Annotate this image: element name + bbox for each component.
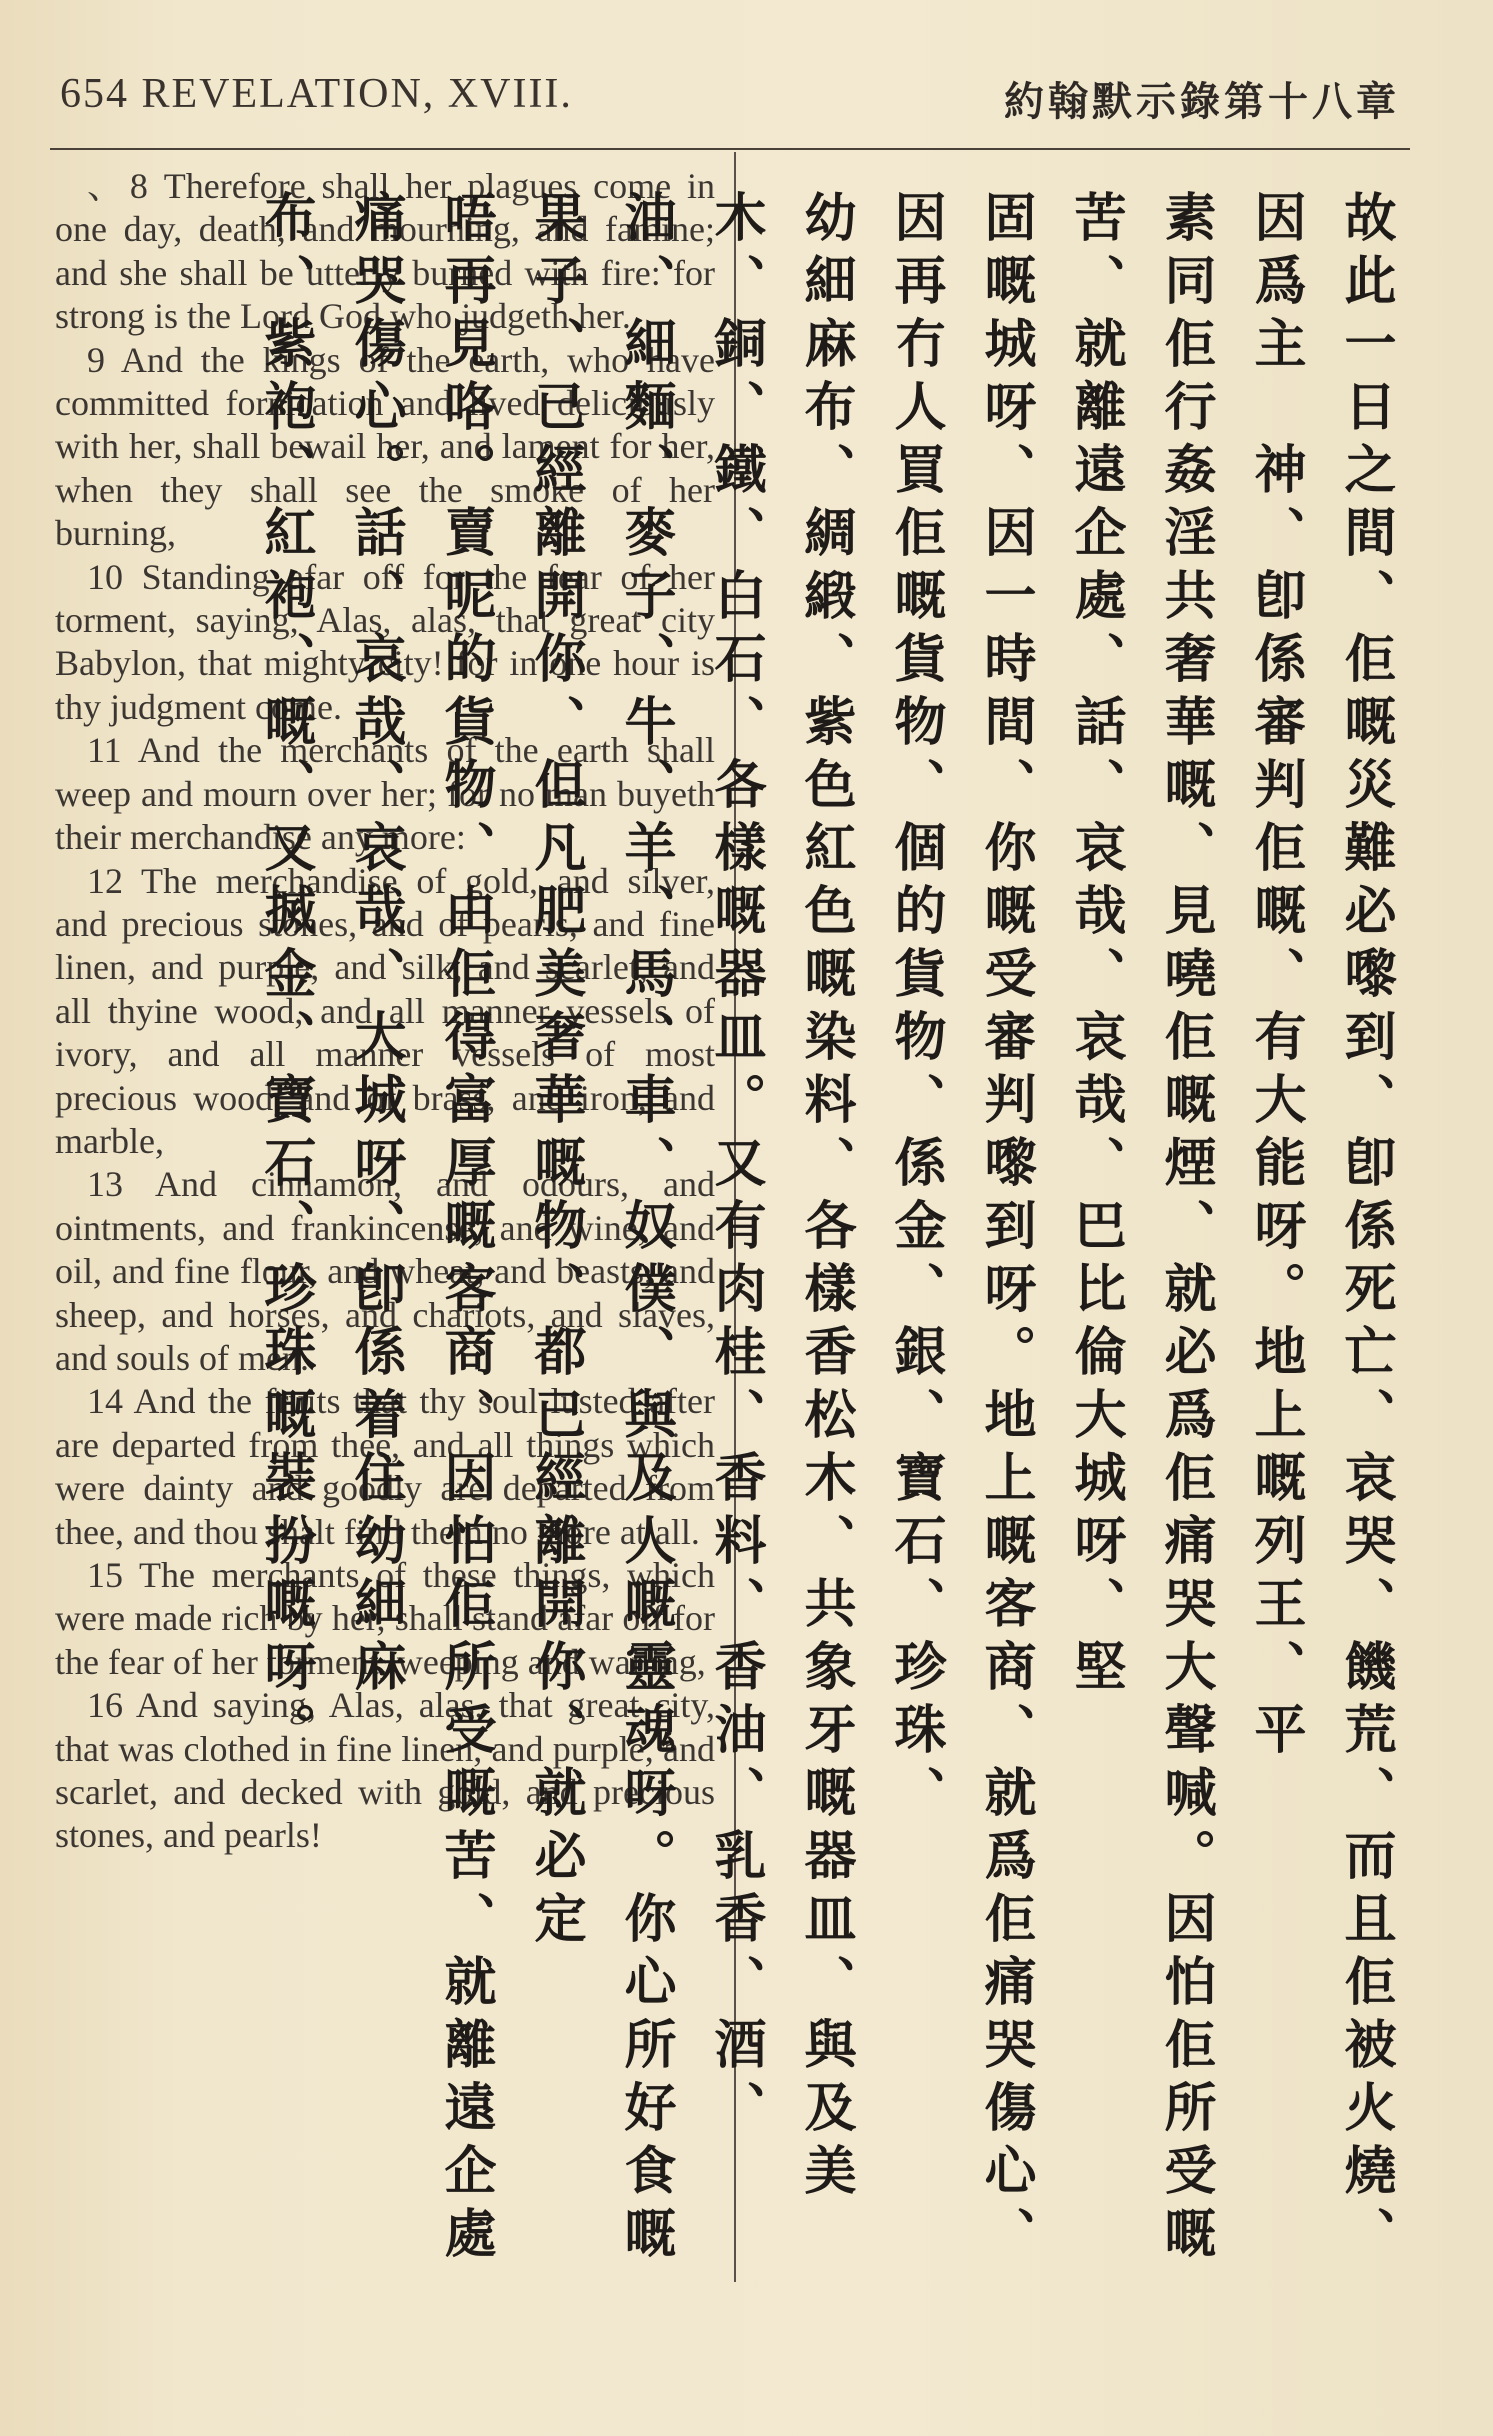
verse-15: 15 The merchants of these things, which were made rich by her, shall stand afar off for the fear of her torment, weeping and wailing, <box>55 1555 715 1682</box>
chinese-line-4: 幼細麻布、綢緞、紫色紅色嘅染料、各樣香松木、共象牙嘅器皿、與及美木、銅、鐵、白石、各樣嘅器皿。又有肉桂、香料、香油、乳香、酒、 <box>705 190 855 2206</box>
chinese-line-2: 素同佢行姦淫共奢華嘅、見嘵佢嘅煙、就必爲佢痛哭大聲喊。因怕佢所受嘅苦、就離遠企處、話、哀哉、哀哉、巴比倫大城呀、堅 <box>1065 190 1215 2269</box>
chinese-line-7: 布、紫袍、紅袍、嘅、又搣金、寶石、珍珠嘅裝扮嘅呀。 <box>255 190 315 1765</box>
header-rule <box>50 148 1410 150</box>
verse-13: 13 And cinnamon, and odours, and ointments, and frankincense, and wine, and oil, and fine flour, and wheat, and beasts, and sheep, and horses, and chariots, and slaves, and souls of men. <box>55 1164 715 1378</box>
verse-12: 12 The merchandise of gold, and silver, and precious stones, and of pearls, and fine linen, and purple, and silk, and scarlet, and all thyine wood, and all manner vessels of ivory, and all manner vessels of most precious wood, and of brass, and iron, and marble, <box>55 860 715 1161</box>
verse-9: 9 And the kings of the earth, who have committed fornication and lived deliciously with her, shall bewail her, and lament for her, when they shall see the smoke of her burning, <box>55 339 715 554</box>
verse-8: 、8 Therefore shall her plagues come in one day, death, and mourning, and famine; and she shall be utterly burned with fire: for strong is the Lord God who judgeth her. <box>55 166 715 337</box>
chinese-line-3: 固嘅城呀、因一時間、你嘅受審判嚟到呀。地上嘅客商、就爲佢痛哭傷心、因再冇人買佢嘅貨物、個的貨物、係金、銀、寶石、珍珠、 <box>885 190 1035 2269</box>
chinese-line-5: 油、細麵、麥子、牛、羊、馬、車、奴僕、與及人嘅靈魂呀。你心所好食嘅果子、已經離開你、但凡肥美奢華嘅物、都已經離開你、就必定 <box>525 190 675 2269</box>
running-head-english: 654 REVELATION, XVIII. <box>60 71 573 117</box>
verse-11: 11 And the merchants of the earth shall weep and mourn over her; for no man buyeth their merchandise any more: <box>55 730 715 858</box>
chinese-line-6: 唔再見咯。賣呢的貨物、由佢得富厚嘅客商、因怕佢所受嘅苦、就離遠企處痛哭傷心。話、哀哉、哀哉、大城呀、卽係着住幼細麻 <box>345 190 495 2269</box>
page-header <box>60 70 1400 130</box>
chinese-line-1: 故此一日之間、佢嘅災難必嚟到、卽係死亡、哀哭、饑荒、而且佢被火燒、因爲主 神、卽係審判佢嘅、有大能呀。地上嘅列王、平 <box>1245 190 1395 2269</box>
verse-16: 16 And saying, Alas, alas, that great city, that was clothed in fine linen, and purple, and scarlet, and decked with gold, and precious stones, and pearls! <box>55 1685 715 1856</box>
verse-10: 10 Standing afar off for the fear of her torment, saying, Alas, alas, that great city Babylon, that mighty city! for in one hour is thy judgment come. <box>55 556 715 727</box>
running-head-chinese: 約翰默示錄第十八章 <box>1004 78 1400 125</box>
verse-14: 14 And the fruits that thy soul lusted after are departed from thee, and all things which were dainty and goodly are departed from thee, and thou shalt find them no more at all. <box>55 1381 715 1552</box>
